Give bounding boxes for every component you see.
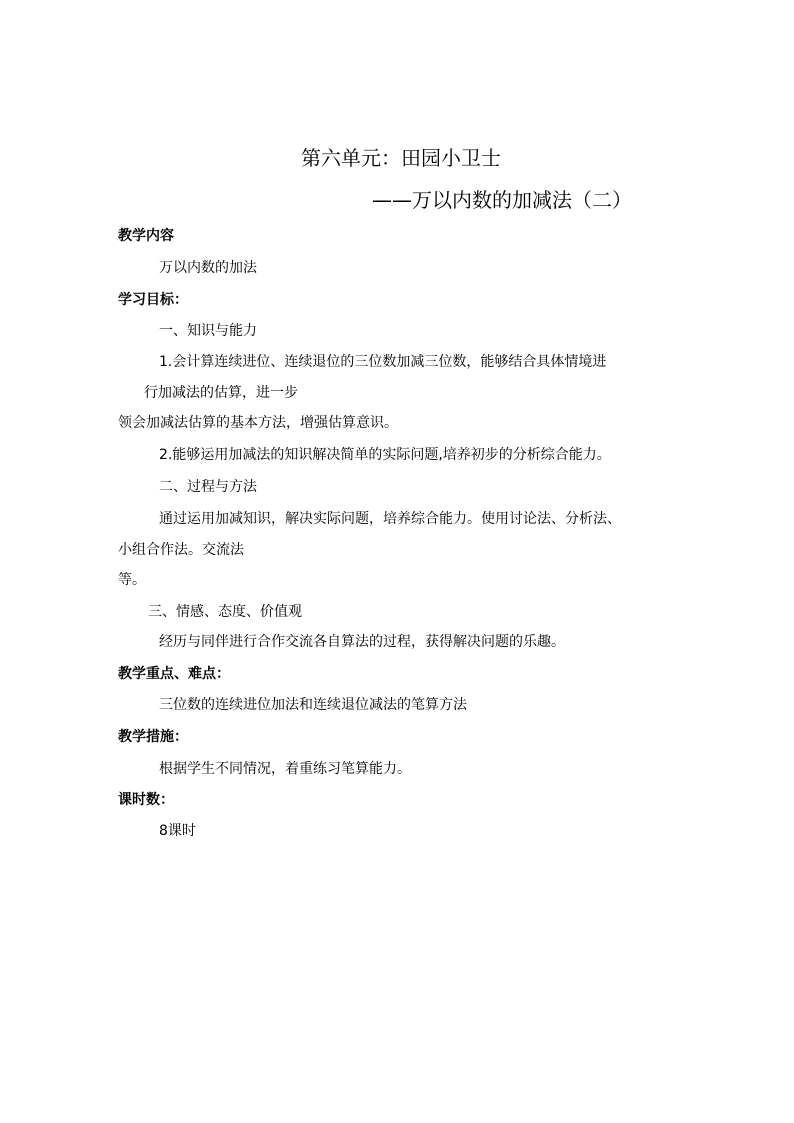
document-subtitle: ——万以内数的加减法（二） [372,188,632,212]
objectives-item2: 2.能够运用加减法的知识解决简单的实际问题,培养初步的分析综合能力。 [159,447,611,463]
objectives-item1-line2: 行加减法的估算，进一步 [144,385,298,401]
section-text-content: 万以内数的加法 [159,260,257,276]
section-heading-hours: 课时数： [118,792,174,808]
objectives-part2-line3: 等。 [118,572,146,588]
objectives-part3-text: 经历与同伴进行合作交流各自算法的过程，获得解决问题的乐趣。 [159,634,565,650]
section-text-key-points: 三位数的连续进位加法和连续退位减法的笔算方法 [159,697,467,713]
objectives-part3-heading: 三、情感、态度、价值观 [148,604,302,620]
objectives-item1-line1: 1.会计算连续进位、连续退位的三位数加减三位数，能够结合具体情境进 [159,354,607,370]
objectives-item1-line3: 领会加减法估算的基本方法，增强估算意识。 [118,415,398,431]
document-title: 第六单元：田园小卫士 [301,146,501,170]
section-text-measures: 根据学生不同情况，着重练习笔算能力。 [159,761,411,777]
section-heading-measures: 教学措施： [118,729,188,745]
section-heading-content: 教学内容 [118,228,174,244]
section-heading-objectives: 学习目标： [118,292,188,308]
section-heading-key-points: 教学重点、难点： [118,666,230,682]
objectives-part2-line1: 通过运用加减知识，解决实际问题，培养综合能力。使用讨论法、分析法、 [159,511,621,527]
objectives-part2-heading: 二、过程与方法 [159,479,257,495]
objectives-part1-heading: 一、知识与能力 [159,323,257,339]
objectives-part2-line2: 小组合作法。交流法 [118,542,244,558]
section-text-hours: 8课时 [159,823,196,839]
